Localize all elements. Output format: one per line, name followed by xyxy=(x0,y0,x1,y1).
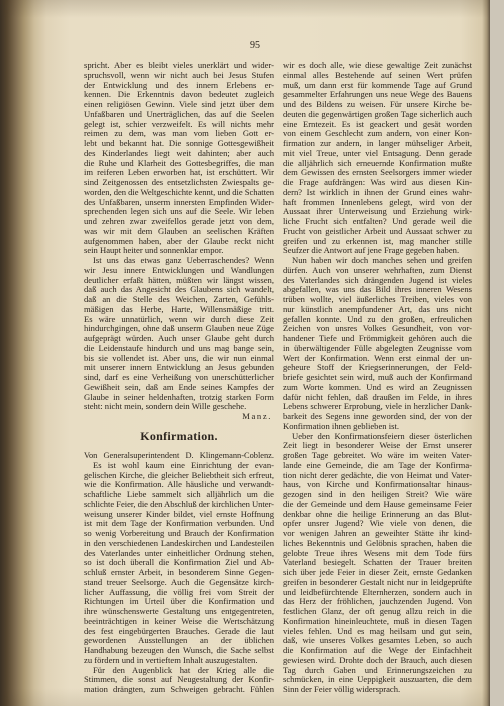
text-line: Es wäre unnatürlich, wenn wir durch diese Zeit xyxy=(84,314,274,324)
text-line: Ist uns das etwas ganz Ueberraschendes? Wenn xyxy=(93,256,274,265)
text-line: bis sie vollendet ist. Aber uns, die wir nun einmal xyxy=(84,353,274,363)
text-line: so wenig Vorbereitung und Brauch der Konfirmation xyxy=(84,529,274,538)
text-line: weisung unserer Kinder bildet, viel ernste Hoffnung xyxy=(84,509,274,519)
article-byline: Von Generalsuperintendent D. Klingemann-Coblenz. xyxy=(84,451,274,460)
text-line: aufgeprägt würden. Auch unser Glaube geht durch xyxy=(84,334,274,343)
text-line: und leidbefürchtende Elternherzen, sondern auch in xyxy=(283,587,472,597)
text-line: von einem Geschlecht zum andern, von einer Kon- xyxy=(283,129,472,139)
text-line: haft frommen Innenlebens gelegt, wird von der xyxy=(283,197,472,207)
text-line: schlichte Feier, die den Abschluß der kirchlichen Unter- xyxy=(84,499,274,509)
text-line: und zehren zwar zweifellos gerade jetzt von dem, xyxy=(84,217,274,226)
text-line: mit viel Treue, unter viel Entsagung. Denn gerade xyxy=(283,148,472,158)
text-line: Wert der Konfirmation. Wenn erst einmal der un- xyxy=(283,353,472,363)
text-line: ihre wünschenswerte Gestaltung uns entgegentreten, xyxy=(84,607,274,616)
text-line: gefallen konnte. Und zu den großen, erfreulichen xyxy=(283,314,472,324)
text-line: Tag durch Gaben und Erinnerungszeichen zu xyxy=(283,665,472,675)
paragraph xyxy=(283,61,472,256)
text-line: mation drängten, zum Schweigen gebracht. Fühlen xyxy=(84,685,274,694)
text-line: liches Bekenntnis und Gelöbnis sprachen, haben die xyxy=(283,538,472,548)
text-line: beeinträchtigen in keiner Weise die Wertschätzung xyxy=(84,616,274,626)
text-line: die Konfirmation auf die Wege der Einfachheit xyxy=(283,646,472,655)
paragraph xyxy=(84,61,274,256)
text-line: festlichen Glanz, der oft genug allzu reich in die xyxy=(283,607,472,616)
text-line: die Leidenstaufe hindurch und uns mag bange sein, xyxy=(84,343,274,353)
text-line: briefe gesichtet sein wird, muß auch der Konfirmand xyxy=(283,373,472,382)
author-signature: Manz. xyxy=(242,412,272,421)
text-line: ist mit dem Tage der Konfirmation verbunden. Und xyxy=(84,519,274,529)
text-line: gewiesen wird. Drohte doch der Brauch, auch diesen xyxy=(283,655,472,665)
text-line: einmal alles Bestehende auf seinen Wert prüfen xyxy=(283,70,472,80)
text-line: wie die Konfirmation. Alle häusliche und verwandt- xyxy=(84,480,274,490)
text-line: mit unserer innern Entwicklung an Jesus gebunden xyxy=(84,363,274,373)
text-line: kennen. Die Erkenntnis davon bedeutet zugleich xyxy=(84,90,274,100)
text-line: die Ruhe und Klarheit des Gottesbegriffes, die man xyxy=(84,158,274,168)
text-line: Nun haben wir doch manches sehen und greifen xyxy=(292,256,472,265)
text-line: im reiferen Leben erworben hat, ist erschüttert. Wir xyxy=(84,168,274,178)
text-line: Konfirmation ihnen geblieben ist. xyxy=(283,421,399,431)
page-number: 95 xyxy=(250,40,260,51)
text-line: sich über jede Feier in dieser Zeit, ernste Gedanken xyxy=(283,568,472,577)
text-line: nur künstlich anempfundener Art, das uns nicht xyxy=(283,304,472,314)
text-line: Zeit liegt in besonderer Weise der Ernst unserer xyxy=(283,441,472,451)
text-line: abgefallen, was uns das Bild ihres inneren Wesens xyxy=(283,285,472,295)
text-line: daß, wie unseres Volkes gesamtes Leben, so auch xyxy=(283,636,472,646)
right-column xyxy=(283,61,472,695)
text-line: lebt und bekannt hat. Die sonnige Gottesgewißheit xyxy=(84,139,274,148)
text-line: eine Erntezeit. Es ist geackert und gesät worden xyxy=(283,119,472,129)
text-line: so ist doch überall die Konfirmation Ziel und Ab- xyxy=(84,558,274,568)
text-line: greifen und zu erkennen ist, mag mancher stille xyxy=(283,236,472,246)
text-line: Richtungen im Urteil über die Konfirmation und xyxy=(84,597,274,607)
text-line: des Kinderlandes liegt weit dahinten; aber auch xyxy=(84,148,274,158)
text-line: und des Bildens zu weisen. Für unsere Kirche be- xyxy=(283,100,472,109)
paragraph xyxy=(84,256,274,412)
text-line: muß, um dann erst für kommende Tage auf Grund xyxy=(283,80,472,90)
text-line: des Vaterlandes sich drängenden Jugend ist vieles xyxy=(283,275,472,285)
text-line: sind Zeitgenossen des entsetzlichsten Zwiespalts ge- xyxy=(84,178,274,187)
text-line: Es ist wohl kaum eine Einrichtung der evan- xyxy=(93,460,274,470)
text-line: Sinn der Feier völlig widersprach. xyxy=(283,685,401,694)
text-line: stand treuer Seelsorge. Auch die Gegensätze kirch- xyxy=(84,577,274,587)
text-line: dafür nicht fehlen, daß draußen im Felde, in ihres xyxy=(283,392,472,402)
text-line: haus, von Kirche und Konfirmationsaltar hinaus- xyxy=(283,480,472,490)
text-line: wir Jesu innere Entwicklungen und Wandlungen xyxy=(84,265,274,275)
text-line: mäßigen das Herbe, Harte, Willensmäßige tritt. xyxy=(84,304,274,314)
text-line: liche Frucht sich entfalten? Und gerade weil die xyxy=(283,217,472,226)
text-line: Aussaat ihrer Unterweisung und Erziehung wirk- xyxy=(283,207,472,217)
text-line: reimen zu dem, was man vom lieben Gott er- xyxy=(84,129,274,139)
text-line: des Unfaßbaren, unserm innersten Empfinden Wider- xyxy=(84,197,274,207)
text-line: trüben wollte, viel äußerliches Treiben, vieles von xyxy=(283,295,472,304)
text-line: schmücken, in eine Ueppigkeit auszuarten, die dem xyxy=(283,675,472,685)
text-line: großen Tage gebreitet. Wo wäre im weiten Vater- xyxy=(283,451,472,460)
text-line: Für den Augenblick hat der Krieg alle die xyxy=(93,665,274,675)
text-line: des fest eingebürgerten Brauches. Gerade die laut xyxy=(84,626,274,636)
essay-body xyxy=(84,61,274,412)
text-line: gezogen sind in den heiligen Streit? Wie wäre xyxy=(283,490,472,499)
text-line: hindurchgingen, ohne daß unserm Glauben neue Züge xyxy=(84,324,274,334)
paragraph xyxy=(84,461,274,666)
text-line: in überwältigender Fülle abgelegten Zeugnisse vom xyxy=(283,343,472,353)
text-line: Frucht von geistlicher Arbeit und Aussaat schwer zu xyxy=(283,226,472,236)
text-line: das Herz der fröhlichen, jauchzenden Jugend. Von xyxy=(283,597,472,607)
text-line: zu fördern und in vertieftem Inhalt auszugestalten. xyxy=(84,655,258,665)
text-line: aufgenommen haben, aber der Glaube reckt nicht xyxy=(84,236,274,246)
text-line: Vaterland besiegelt. Schatten der Trauer breiten xyxy=(283,558,472,568)
text-line: licher Auffassung, die völlig frei vom Streit der xyxy=(84,587,274,597)
text-line: gelischen Kirche, die gleicher Beliebtheit sich erfreut, xyxy=(84,470,274,480)
article-heading xyxy=(84,422,274,451)
text-line: Gewißheit sein, daß am Ende seines Kampfes der xyxy=(84,382,274,392)
text-line: daß auch das Angesicht des Glaubens sich wandelt, xyxy=(84,285,274,295)
text-line: greifen in besonderer Gestalt nicht nur in leidgeprüfte xyxy=(283,577,472,587)
text-line: Konfirmation hineinleuchtete, muß in diesen Tagen xyxy=(283,616,472,626)
text-line: denkbar ohne die heilige Erinnerung an das Blut- xyxy=(283,509,472,519)
text-line: barkeit des Segens inne geworden sind, der von der xyxy=(283,412,472,421)
text-line: sprechenden legen sich uns auf die Seele. Wir leben xyxy=(84,207,274,217)
text-line: gesammelter Erfahrungen uns neue Wege des Bauens xyxy=(283,90,472,100)
text-line: sein Haupt heiter und sonnenklar empor. xyxy=(84,246,224,256)
text-line: schluß ernster Arbeit, in besonderem Sinne Gegen- xyxy=(84,568,274,577)
text-line: Unfaßbaren und Unerträglichen, das auf die Seelen xyxy=(84,109,274,119)
text-line: die alljährlich sich erneuernde Konfirmation mußte xyxy=(283,158,472,168)
text-line: handener Tiefe und Frömmigkeit gehören auch die xyxy=(283,334,472,343)
paragraph xyxy=(283,256,472,432)
text-line: deutlicher erfaßt hätten, müßten wir längst wissen, xyxy=(84,275,274,285)
text-line: sind, darf es eine Verheißung von unerschütterlicher xyxy=(84,373,274,382)
text-line: spricht. Aber es bleibt vieles unerklärt und wider- xyxy=(84,61,274,70)
text-line: in den verschiedenen Landeskirchen und Landesteilen xyxy=(84,538,274,548)
text-line: die Frage aufdrängen: Was wird aus diesen Kin- xyxy=(283,178,472,187)
text-line: vieles fehlen. Und es mag heilsam und gut sein, xyxy=(283,626,472,636)
text-line: des Vaterlandes unter einheitlicher Ordnung stehen, xyxy=(84,548,274,558)
text-line: wir es doch alle, wie diese gewaltige Zeit zunächst xyxy=(283,61,472,70)
text-line: spruchsvoll, wenn wir nicht auch bei Jesus Stufen xyxy=(84,70,274,80)
text-line: deuten die gegenwärtigen großen Tage sicherlich auch xyxy=(283,109,472,119)
text-line: schaftliche Liebe sammelt sich alljährlich um die xyxy=(84,490,274,499)
text-line: Ueber den Konfirmationsfeiern dieser österlichen xyxy=(292,431,472,441)
text-line: steht: nicht mein, sondern dein Wille geschehe. xyxy=(84,402,247,412)
paragraph xyxy=(283,432,472,695)
text-line: die der Gemeinde und dem Hause gemeinsame Feier xyxy=(283,499,472,509)
text-line: der Entwicklung und des innern Erlebens er- xyxy=(84,80,274,90)
text-line: was wir mit dem Glauben an seelischen Kräften xyxy=(84,226,274,236)
text-line: Zeichen von unsres Volkes Gesundheit, von vor- xyxy=(283,324,472,334)
text-line: worden, den die Weltgeschichte kennt, und die Schatten xyxy=(84,187,274,197)
text-line: vor wenigen Jahren an geweihter Stätte ihr kind- xyxy=(283,529,472,538)
text-line: tion nicht derer gedächte, die von Heimat und Vater- xyxy=(283,470,472,480)
text-line: dern? Ist wirklich in ihnen der Grund eines wahr- xyxy=(283,187,472,197)
paragraph xyxy=(84,666,274,695)
text-line: daß an die Stelle des Weichen, Zarten, Gefühls- xyxy=(84,295,274,304)
left-column xyxy=(84,61,274,695)
text-line: einen religiösen Gewinn. Viele sind jetzt über dem xyxy=(84,100,274,109)
text-line: Seufzer die Antwort auf jene Frage gegeben haben. xyxy=(283,246,460,256)
text-line: dem Gewissen des ernsten Seelsorgers immer wieder xyxy=(283,168,472,178)
text-line: zum Worte kommen. Und es wird an Zeugnissen xyxy=(283,382,472,392)
text-line: Stimmen, die sonst auf Neugestaltung der Konfir- xyxy=(84,675,274,685)
article-body-right xyxy=(283,61,472,695)
text-line: gewordenen Ausstellungen an der üblichen xyxy=(84,636,274,646)
text-line: Glaube in seiner heldenhaften, trotzig starken Form xyxy=(84,392,274,402)
text-line: gelegt ist, schier verzweifelt. Es will nichts mehr xyxy=(84,119,274,129)
text-line: opfer unsrer Jugend? Wie viele von denen, die xyxy=(283,519,472,529)
text-line: Handhabung bezeugen den Wunsch, die Sache selbst xyxy=(84,646,274,655)
text-line: lande eine Gemeinde, die am Tage der Konfirma- xyxy=(283,460,472,470)
text-line: geheure Stoff der Kriegserinnerungen, der Feld- xyxy=(283,363,472,373)
text-line: Lebens schwerer Erprobung, viele in herzlicher Dank- xyxy=(283,402,472,412)
article-title: Konfirmation. xyxy=(140,429,218,444)
text-line: firmation zur andern, in langer mühseliger Arbeit, xyxy=(283,139,472,148)
text-line: gelobte Treue ihres Wesens mit dem Tode fürs xyxy=(283,548,472,558)
text-line: dürfen. Auch von unserer wehrhaften, zum Dienst xyxy=(283,265,472,275)
article-body-left xyxy=(84,461,274,695)
